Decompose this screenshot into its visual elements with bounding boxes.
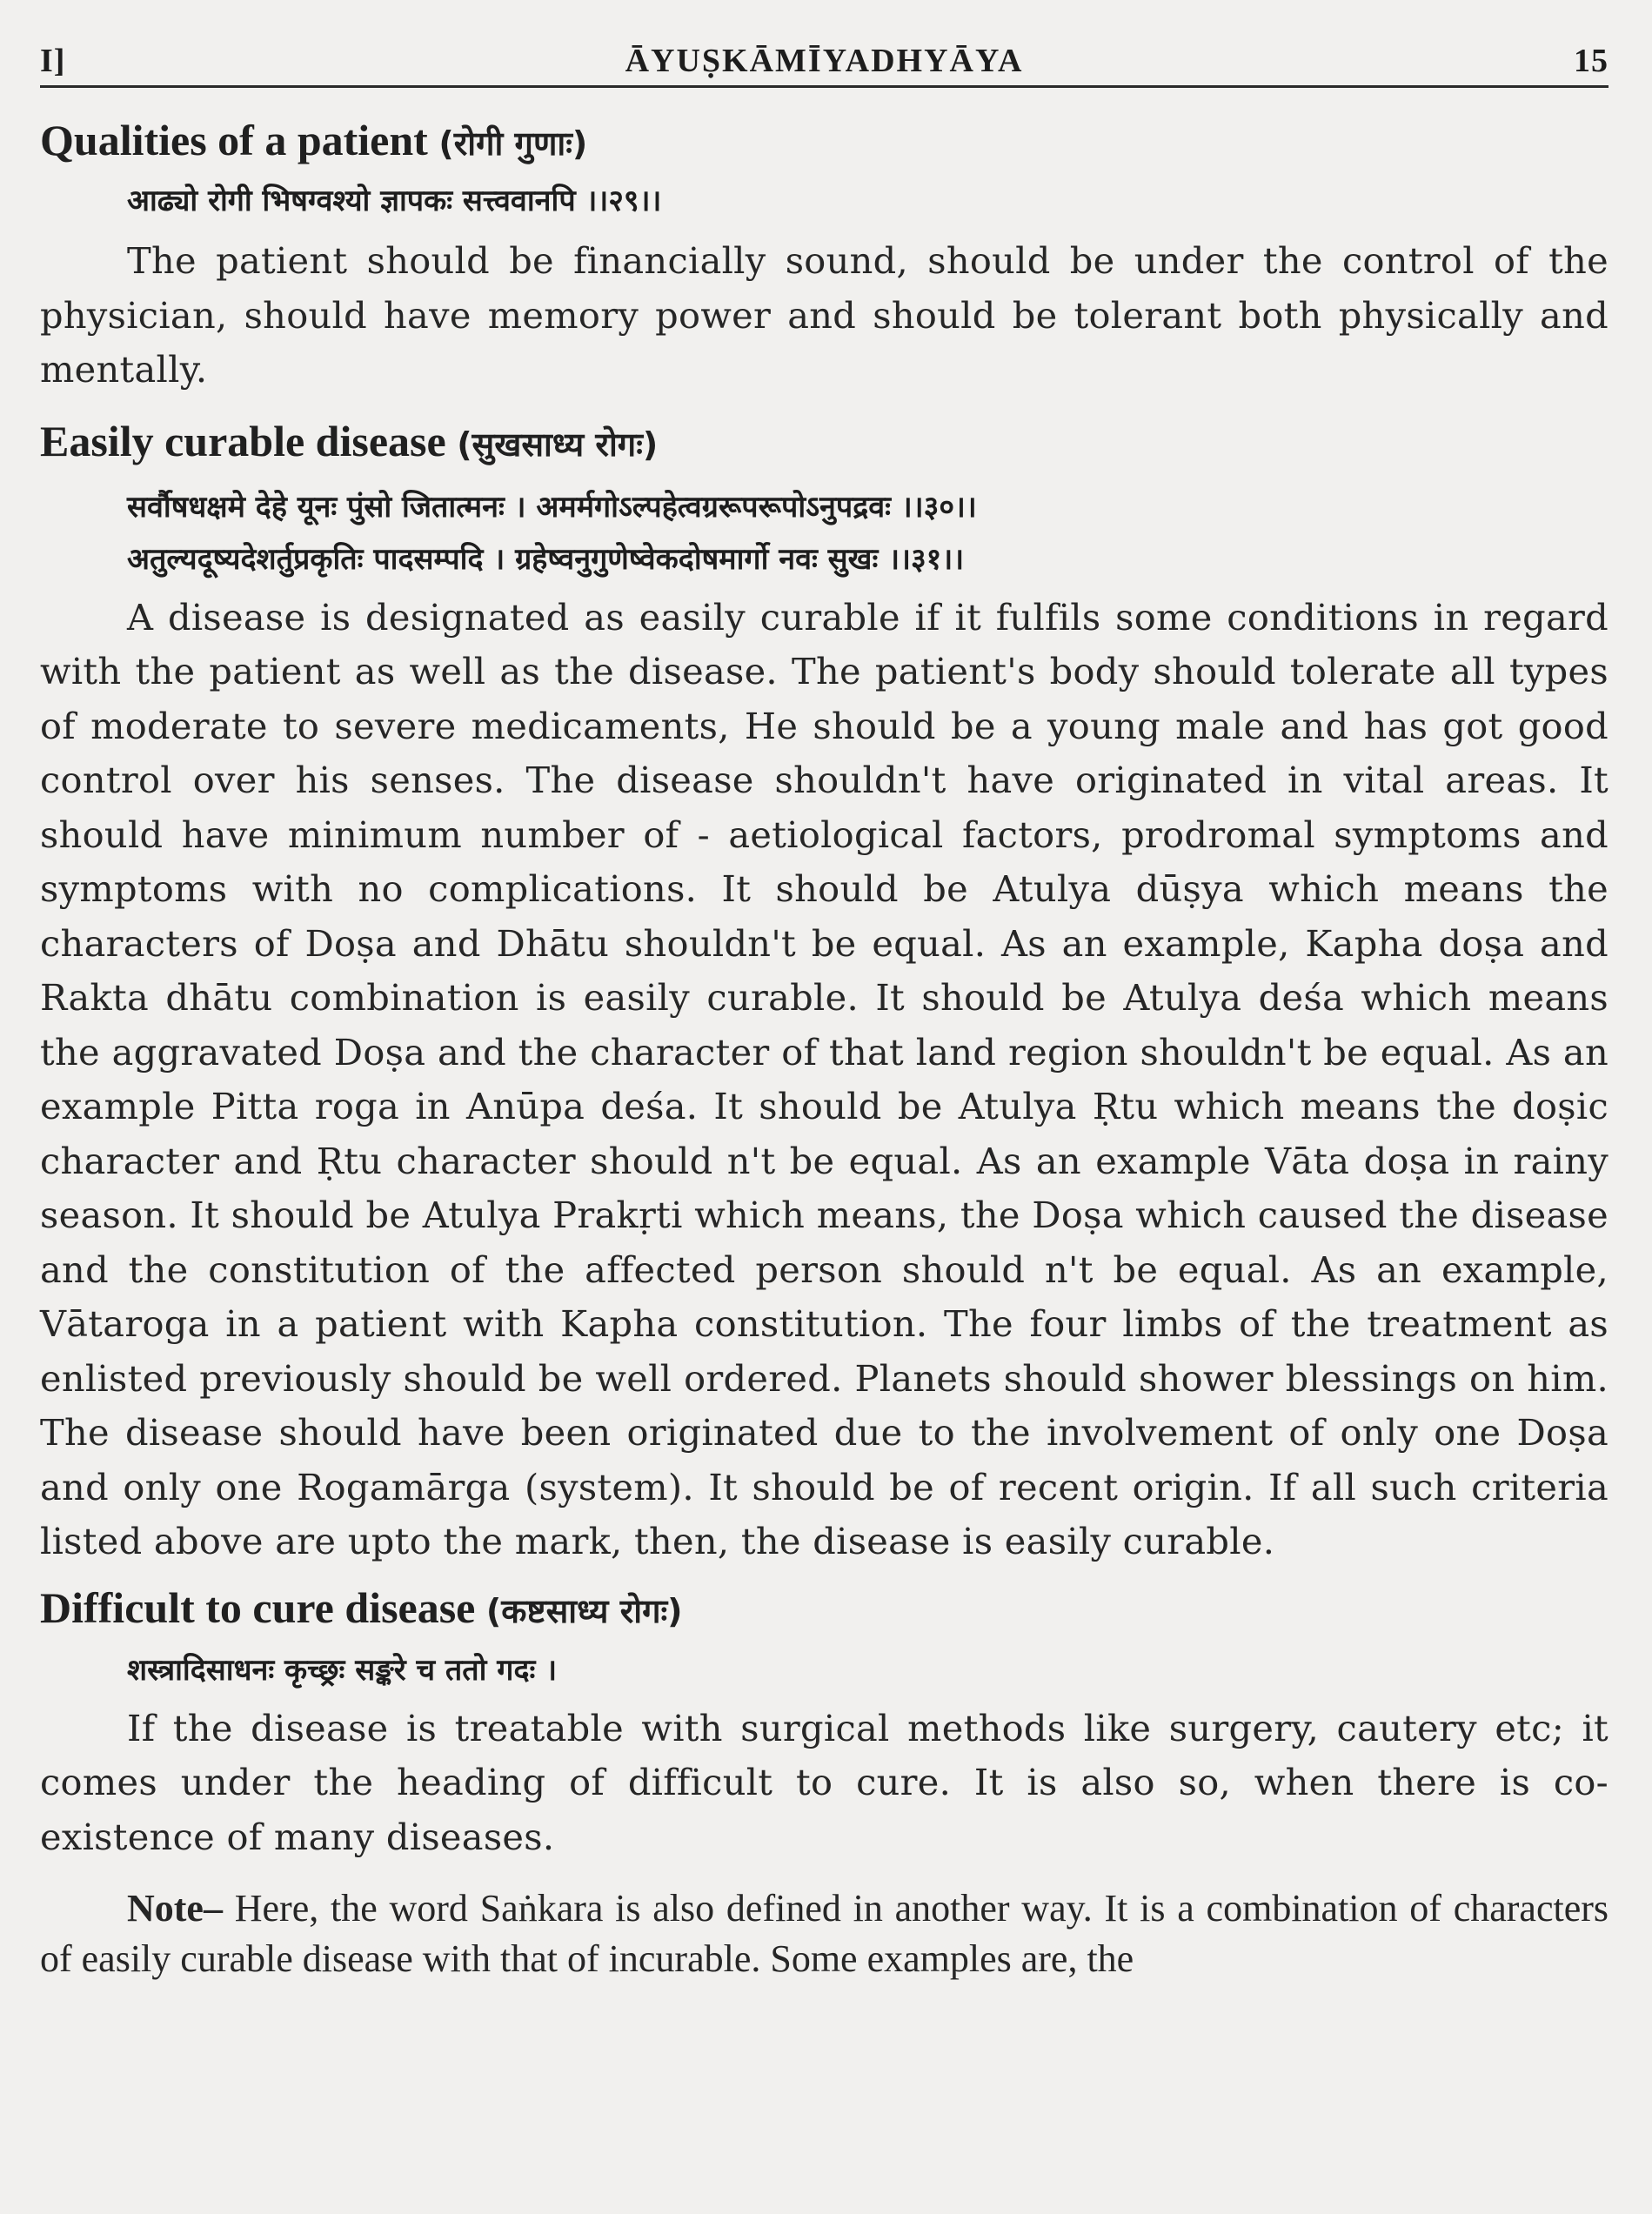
- note-paragraph: [40, 1883, 1609, 1984]
- note-text: Here, the word Saṅkara is also defined in another way. It is a combination of characters of easily curable disease with that of incurable. Some examples are, the: [40, 1887, 1609, 1980]
- heading-sanskrit: (सुखसाध्य रोगः): [457, 425, 659, 464]
- section-heading-easily-curable-disease: [40, 410, 1609, 476]
- book-page: [40, 35, 1609, 1984]
- note-label: Note–: [127, 1887, 223, 1930]
- heading-english: Difficult to cure disease: [40, 1582, 476, 1632]
- heading-sanskrit: (कष्टसाध्य रोगः): [485, 1591, 683, 1630]
- paragraph: If the disease is treatable with surgical methods like surgery, cautery etc; it comes under the heading of difficult to cure. It is also so, when there is co-existence of many diseases.: [40, 1706, 1609, 1858]
- sanskrit-verse: शस्त्रादिसाधनः कृच्छ्रः सङ्करे च ततो गदः ।: [127, 1652, 558, 1688]
- running-head: [40, 35, 1609, 88]
- chapter-title: ĀYUṢKĀMĪYADHYĀYA: [625, 43, 1024, 79]
- chapter-number: I]: [40, 43, 66, 79]
- paragraph: A disease is designated as easily curable if it fulfils some conditions in regard with the patient as well as the disease. The patient's body should tolerate all types of moderate to severe medicaments, He should be a young male and has got good control over his senses. The disease shouldn't have originated in vital areas. It should have minimum number of - aetiological factors, prodromal symptoms and symptoms with no complications. It should be Atulya dūṣya which means the characters of Doṣa and Dhātu shouldn't be equal. As an example, Kapha doṣa and Rakta dhātu combination is easily curable. It should be Atulya deśa which means the aggravated Doṣa and the character of that land region shouldn't be equal. As an example Pitta roga in Anūpa deśa. It should be Atulya Ṛtu which means the doṣic character and Ṛtu character should n't be equal. As an example Vāta doṣa in rainy season. It should be Atulya Prakṛti which means, the Doṣa which caused the disease and the constitution of the affected person should n't be equal. As an example, Vātaroga in a patient with Kapha constitution. The four limbs of the treatment as enlisted previously should be well ordered. Planets should shower blessings on him. The disease should have been originated due to the involvement of only one Doṣa and only one Rogamārga (system). It should be of recent origin. If all such criteria listed above are upto the mark, then, the disease is easily curable.: [40, 595, 1609, 1562]
- page-number: 15: [1574, 43, 1609, 79]
- sanskrit-verse: अतुल्यदूष्यदेशर्तुप्रकृतिः पादसम्पदि । ग्रहेष्वनुगुणेष्वेकदोषमार्गो नवः सुखः ।।३१।।: [127, 541, 965, 577]
- section-heading-qualities-of-patient: [40, 109, 1609, 175]
- paragraph: The patient should be financially sound, should be under the control of the physician, should have memory power and should be tolerant both physically and mentally.: [40, 239, 1609, 391]
- heading-english: Easily curable disease: [40, 416, 446, 465]
- sanskrit-verse: आढ्यो रोगी भिषग्वश्यो ज्ञापकः सत्त्ववानपि ।।२९।।: [127, 184, 662, 218]
- section-heading-difficult-to-cure-disease: [40, 1576, 1609, 1642]
- heading-english: Qualities of a patient: [40, 116, 428, 164]
- sanskrit-verse: सर्वौषधक्षमे देहे यूनः पुंसो जितात्मनः । अमर्मगोऽल्पहेत्वग्ररूपरूपोऽनुपद्रवः ।।३०।।: [127, 489, 977, 525]
- heading-sanskrit: (रोगी गुणाः): [438, 124, 588, 163]
